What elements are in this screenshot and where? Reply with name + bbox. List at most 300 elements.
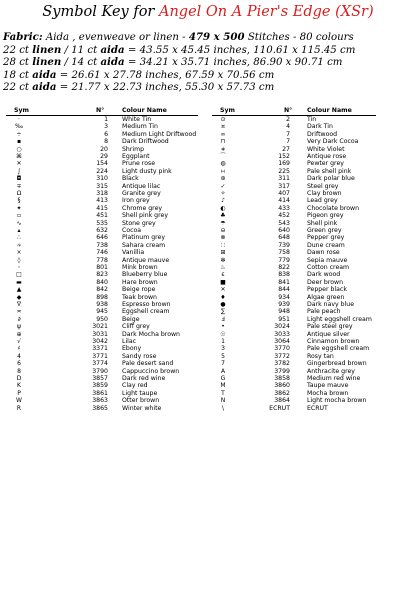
colour-name: Platinum grey [122, 234, 166, 242]
fabric-type: linen [32, 56, 62, 68]
symbol-glyph: ⊕ [16, 330, 22, 338]
colour-name: Green grey [307, 227, 342, 234]
dmc-number: 451 [96, 212, 108, 220]
dmc-number: 535 [96, 219, 108, 227]
key-row-right [6, 271, 410, 278]
symbol-glyph: ⊗ [220, 234, 226, 242]
symbol-glyph: 4 [17, 352, 21, 360]
colour-name: Pale desert sand [122, 360, 174, 368]
colour-name: Light dusty pink [122, 167, 172, 175]
symbol-glyph: 5 [221, 352, 225, 360]
key-row-right [6, 264, 410, 271]
key-row-right [6, 190, 410, 197]
colour-name: Clay brown [307, 190, 342, 197]
colour-name: Medium Tin [122, 123, 158, 131]
colour-name: Dark Mocha brown [122, 330, 180, 338]
dmc-number: 632 [96, 227, 108, 234]
dmc-number: 3859 [92, 382, 108, 390]
symbol-glyph: ∞ [220, 130, 226, 138]
dmc-number: ECRUT [269, 404, 290, 412]
symbol-glyph: N [220, 397, 226, 405]
colour-name: Otter brown [122, 397, 160, 405]
dmc-number: 29 [100, 153, 108, 160]
dmc-number: 840 [96, 278, 108, 286]
symbol-glyph: ∗ [220, 145, 226, 153]
symbol-glyph: ⌘ [16, 153, 22, 160]
symbol-glyph: ✓ [220, 182, 226, 190]
symbol-glyph: \ [221, 404, 225, 412]
key-row-right [6, 197, 410, 204]
colour-name: Antique silver [307, 330, 350, 338]
symbol-glyph: ◍ [220, 160, 226, 168]
colour-name: Light taupe [122, 389, 158, 397]
dmc-number: 950 [96, 315, 108, 323]
dmc-number: 3371 [92, 345, 108, 353]
key-row-right [6, 220, 410, 227]
dmc-number: 6 [104, 130, 108, 138]
design-name: Angel On A Pier's Edge (XSr) [158, 4, 374, 20]
key-row-right [6, 249, 410, 256]
symbol-glyph: ■ [220, 278, 226, 286]
colour-name: Pale steel grey [307, 323, 353, 331]
symbol-glyph: ▴ [17, 227, 21, 234]
key-row-right [6, 242, 410, 249]
dmc-number: 823 [96, 271, 108, 279]
thread-count: 18 ct [3, 70, 33, 81]
dmc-number: 3042 [92, 338, 108, 345]
dmc-number: 640 [278, 227, 290, 234]
key-row-right [6, 397, 410, 404]
colour-name: Light mocha brown [307, 397, 367, 405]
symbol-glyph: 6 [17, 360, 21, 368]
symbol-glyph: □ [16, 271, 22, 279]
dmc-number: 3799 [274, 367, 290, 375]
colour-name: Pale peach [307, 308, 341, 316]
symbol-glyph: R [16, 404, 22, 412]
symbol-glyph: ∻ [16, 241, 22, 249]
key-row-right [6, 382, 410, 389]
symbol-glyph: ◆ [16, 293, 22, 301]
colour-name: Dawn rose [307, 249, 340, 257]
dmc-number: 951 [278, 315, 290, 323]
symbol-glyph: ∷ [221, 241, 225, 249]
dmc-number: 3861 [92, 389, 108, 397]
sym-header: Sym [14, 107, 29, 114]
dmc-number: 20 [100, 145, 108, 153]
key-row-right [6, 308, 410, 315]
dmc-number: 646 [96, 234, 108, 242]
dmc-number: 3857 [92, 375, 108, 382]
symbol-glyph: § [17, 197, 21, 205]
key-row-right [6, 183, 410, 190]
dmc-number: 3864 [274, 397, 290, 405]
colour-name: Antique rose [307, 153, 347, 160]
fabric-type: aida [32, 81, 57, 93]
dmc-number: 224 [96, 167, 108, 175]
dmc-number: 3064 [274, 338, 290, 345]
dmc-number: 945 [96, 308, 108, 316]
fabric-label: Fabric: [3, 31, 43, 43]
symbol-glyph: ● [220, 301, 226, 308]
colour-name: Shell pink grey [122, 212, 168, 220]
symbol-glyph: ♨ [220, 264, 226, 271]
dmc-number: 3865 [92, 404, 108, 412]
key-row-right [6, 286, 410, 293]
colour-name: Antique lilac [122, 182, 161, 190]
dmc-number: 758 [278, 249, 290, 257]
thread-count: 28 ct [3, 57, 33, 68]
dmc-number: 27 [282, 145, 290, 153]
symbol-glyph: ✦ [16, 204, 22, 212]
colour-name: Iron grey [122, 197, 150, 205]
colour-name: Espresso brown [122, 301, 171, 308]
colour-name: Light eggshell cream [307, 315, 372, 323]
key-row-right [6, 345, 410, 352]
colour-name: Stone grey [122, 219, 156, 227]
dmc-number: 898 [96, 293, 108, 301]
symbol-glyph: ✻ [220, 256, 226, 264]
fabric-separator: / 11 ct [61, 45, 101, 56]
dmc-number: 2 [286, 116, 290, 123]
num-header-right: N° [284, 107, 293, 114]
symbol-glyph: ∂ [17, 315, 21, 323]
dmc-number: 779 [278, 256, 290, 264]
colour-name: Beige [122, 315, 140, 323]
symbol-glyph: 1 [221, 338, 225, 345]
symbol-glyph: ✧ [220, 190, 226, 197]
dmc-number: 838 [278, 271, 290, 279]
key-row-right [6, 390, 410, 397]
symbol-glyph: M [220, 382, 226, 390]
colour-name: Pale eggshell cream [307, 345, 370, 353]
dmc-number: 3863 [92, 397, 108, 405]
key-row-right [6, 116, 410, 123]
colour-name: Taupe mauve [307, 382, 349, 390]
symbol-glyph: ⊙ [220, 116, 226, 123]
fabric-size-line [3, 57, 342, 68]
fabric-separator: / 14 ct [61, 57, 101, 68]
dmc-number: 738 [96, 241, 108, 249]
key-row-right [6, 316, 410, 323]
colour-name: Lead grey [307, 197, 338, 205]
colour-name: Prune rose [122, 160, 156, 168]
colour-name: Pepper black [307, 286, 347, 294]
dmc-number: 844 [278, 286, 290, 294]
colour-name: Pigeon grey [307, 212, 344, 220]
key-row-right [6, 168, 410, 175]
colour-name: Sahara cream [122, 241, 166, 249]
symbol-glyph: ♦ [220, 293, 226, 301]
key-row-right [6, 331, 410, 338]
colour-name: Teak brown [122, 293, 157, 301]
symbol-glyph: 8 [17, 367, 21, 375]
dmc-number: 739 [278, 241, 290, 249]
name-header: Colour Name [122, 107, 167, 114]
sym-header-right: Sym [220, 107, 235, 114]
dmc-number: 3790 [92, 367, 108, 375]
colour-name: Lilac [122, 338, 137, 345]
dmc-number: 938 [96, 301, 108, 308]
dmc-number: 311 [278, 175, 290, 183]
key-row-right [6, 368, 410, 375]
colour-name: Cotton cream [307, 264, 350, 271]
finished-dimensions: = 43.55 x 45.45 inches, 110.61 x 115.45 cm [124, 45, 356, 56]
key-row-right [6, 353, 410, 360]
dmc-number: 3021 [92, 323, 108, 331]
num-header: N° [96, 107, 105, 114]
symbol-glyph: D [16, 375, 22, 382]
colour-name: White Tin [122, 116, 152, 123]
colour-name: Beige rope [122, 286, 156, 294]
symbol-glyph: 3 [221, 345, 225, 353]
dmc-number: 934 [278, 293, 290, 301]
thread-count: 22 ct [3, 45, 33, 56]
key-row-right [6, 323, 410, 330]
symbol-glyph: • [221, 323, 225, 331]
key-row-right [6, 175, 410, 182]
dmc-number: 317 [278, 182, 290, 190]
colour-name: Driftwood [307, 130, 338, 138]
symbol-glyph: ≍ [16, 308, 22, 316]
symbol-glyph: ∓ [16, 182, 22, 190]
colour-name: Gingerbread brown [307, 360, 367, 368]
symbol-glyph: ✕ [16, 160, 22, 168]
colour-name: Granite grey [122, 190, 161, 197]
colour-name: Winter white [122, 404, 162, 412]
symbol-glyph: ♣ [220, 212, 226, 220]
colour-name: Dark Tin [307, 123, 333, 131]
symbol-glyph: ○ [16, 145, 22, 153]
symbol-glyph: ∇ [16, 301, 21, 308]
colour-name: Pale shell pink [307, 167, 352, 175]
dmc-number: 543 [278, 219, 290, 227]
dmc-number: 407 [278, 190, 290, 197]
colour-name: Dark wood [307, 271, 341, 279]
symbol-glyph: ▬ [16, 278, 22, 286]
thread-count: 22 ct [3, 82, 33, 93]
symbol-glyph: · [18, 116, 20, 123]
dmc-number: 7 [286, 138, 290, 146]
colour-name: Cappuccino brown [122, 367, 180, 375]
fabric-type-alt: aida [100, 56, 125, 68]
colour-name: Black [122, 175, 139, 183]
dmc-number: 842 [96, 286, 108, 294]
dmc-number: 452 [278, 212, 290, 220]
key-row-right [6, 405, 410, 412]
colour-name: ECRUT [307, 404, 328, 412]
symbol-glyph: ▲ [16, 286, 22, 294]
symbol-glyph: P [17, 389, 21, 397]
title-prefix: Symbol Key for [42, 4, 155, 20]
finished-dimensions: = 26.61 x 27.78 inches, 67.59 x 70.56 cm [56, 70, 275, 81]
colour-name: Shrimp [122, 145, 145, 153]
colour-name: Algae green [307, 293, 345, 301]
colour-name: Dune cream [307, 241, 345, 249]
symbol-glyph: Ⅎ [221, 315, 225, 323]
symbol-glyph: ✕ [220, 286, 226, 294]
dmc-number: 3771 [92, 352, 108, 360]
key-row-right [6, 338, 410, 345]
colour-name: Eggplant [122, 153, 150, 160]
dmc-number: 3860 [274, 382, 290, 390]
colour-name: Clay red [122, 382, 148, 390]
colour-name: Vanillia [122, 249, 145, 257]
colour-name: Eggshell cream [122, 308, 170, 316]
key-row-right [6, 360, 410, 367]
key-row-right [6, 227, 410, 234]
colour-name: Very Dark Cocoa [307, 138, 359, 146]
symbol-glyph: A [220, 367, 226, 375]
dmc-number: 8 [104, 138, 108, 146]
colour-name: Sepia mauve [307, 256, 348, 264]
key-row-right [6, 257, 410, 264]
symbol-glyph: G [220, 375, 226, 382]
dmc-number: 746 [96, 249, 108, 257]
symbol-glyph: ☂ [220, 219, 226, 227]
key-row-right [6, 212, 410, 219]
colour-name: Dark polar blue [307, 175, 355, 183]
stitch-count: 479 x 500 [188, 31, 245, 43]
dmc-number: 3031 [92, 330, 108, 338]
symbol-glyph: ε [221, 271, 225, 279]
dmc-number: 414 [278, 197, 290, 205]
colour-name: Dark Driftwood [122, 138, 169, 146]
dmc-number: 318 [96, 190, 108, 197]
dmc-number: 3858 [274, 375, 290, 382]
fabric-size-line [3, 82, 274, 93]
colour-name: Mocha brown [307, 389, 349, 397]
colour-name: Hare brown [122, 278, 158, 286]
symbol-glyph: ∫ [17, 167, 21, 175]
dmc-number: 433 [278, 204, 290, 212]
dmc-number: 4 [286, 123, 290, 131]
symbol-glyph: ⊞ [220, 249, 226, 257]
dmc-number: 413 [96, 197, 108, 205]
symbol-glyph: ψ [17, 323, 21, 331]
dmc-number: 3862 [274, 389, 290, 397]
colour-name: Sandy rose [122, 352, 157, 360]
colour-name: Dark navy blue [307, 301, 355, 308]
symbol-glyph: ∿ [16, 219, 22, 227]
key-row-right [6, 279, 410, 286]
colour-name: Medium red wine [307, 375, 361, 382]
symbol-glyph: ♪ [221, 197, 225, 205]
colour-name: Shell pink [307, 219, 338, 227]
key-row-right [6, 294, 410, 301]
stitch-suffix: Stitches - 80 colours [247, 32, 354, 43]
dmc-number: 3 [104, 123, 108, 131]
colour-name: Chocolate brown [307, 204, 360, 212]
colour-name: Blueberry blue [122, 271, 168, 279]
symbol-glyph: ⊛ [220, 175, 226, 183]
key-row-right [6, 205, 410, 212]
colour-name: Chrome grey [122, 204, 163, 212]
symbol-glyph: Ω [16, 190, 22, 197]
colour-name: Medium Light Driftwood [122, 130, 197, 138]
dmc-number: 7 [286, 130, 290, 138]
dmc-number: 152 [278, 153, 290, 160]
fabric-type-alt: aida [100, 44, 125, 56]
key-row-right [6, 160, 410, 167]
symbol-glyph: ∺ [220, 167, 226, 175]
name-header-right: Colour Name [307, 107, 352, 114]
symbol-glyph: ‰ [14, 123, 24, 131]
fabric-size-line [3, 70, 274, 81]
dmc-number: 778 [96, 256, 108, 264]
colour-name: Cliff grey [122, 323, 150, 331]
dmc-number: 3772 [274, 352, 290, 360]
symbol-glyph: ▫ [16, 212, 22, 220]
colour-name: Cinnamon brown [307, 338, 360, 345]
symbol-glyph: ∴ [17, 234, 21, 242]
fabric-line [3, 32, 354, 43]
dmc-number: 315 [96, 182, 108, 190]
dmc-number: 822 [278, 264, 290, 271]
colour-name: Dark red wine [122, 375, 166, 382]
colour-name: Rosy tan [307, 352, 334, 360]
colour-name: Cocoa [122, 227, 142, 234]
page-title [0, 4, 416, 20]
colour-name: Deer brown [307, 278, 343, 286]
fabric-size-line [3, 45, 355, 56]
key-row-right [6, 234, 410, 241]
dmc-number: 225 [278, 167, 290, 175]
symbol-glyph: T [221, 389, 225, 397]
colour-name: Steel grey [307, 182, 339, 190]
symbol-glyph: ◊ [17, 256, 21, 264]
colour-name: Antique mauve [122, 256, 170, 264]
symbol-glyph: ♯ [17, 345, 21, 353]
dmc-number: 3024 [274, 323, 290, 331]
dmc-number: 3033 [274, 330, 290, 338]
symbol-glyph: ▪ [16, 138, 22, 146]
dmc-number: 3782 [274, 360, 290, 368]
colour-name: White Violet [307, 145, 345, 153]
dmc-number: 939 [278, 301, 290, 308]
symbol-glyph: √ [17, 338, 21, 345]
symbol-glyph: W [16, 397, 22, 405]
symbol-glyph: ◦ [17, 264, 21, 271]
symbol-glyph: K [17, 382, 21, 390]
finished-dimensions: = 21.77 x 22.73 inches, 55.30 x 57.73 cm [56, 82, 275, 93]
key-row-right [6, 131, 410, 138]
key-row-right [6, 123, 410, 130]
key-row-right [6, 375, 410, 382]
dmc-number: 1 [104, 116, 108, 123]
symbol-glyph: ◐ [220, 204, 226, 212]
key-row-right [6, 301, 410, 308]
symbol-glyph: ⊖ [220, 227, 226, 234]
symbol-glyph: ⌒ [219, 153, 226, 160]
symbol-glyph: ÷ [16, 130, 22, 138]
colour-name: Anthracite grey [307, 367, 355, 375]
symbol-glyph: ∑ [220, 308, 226, 316]
dmc-number: 3770 [274, 345, 290, 353]
key-row-right [6, 146, 410, 153]
symbol-glyph: 7 [221, 360, 225, 368]
colour-name: Ebony [122, 345, 142, 353]
symbol-glyph: ⊓ [220, 138, 226, 146]
dmc-number: 648 [278, 234, 290, 242]
fabric-types: Aida , evenweave or linen - [45, 32, 186, 43]
dmc-number: 3774 [92, 360, 108, 368]
symbol-glyph: ¤ [221, 123, 225, 131]
dmc-number: 169 [278, 160, 290, 168]
dmc-number: 310 [96, 175, 108, 183]
fabric-type: aida [32, 69, 57, 81]
key-row-right [6, 138, 410, 145]
colour-name: Pepper grey [307, 234, 345, 242]
